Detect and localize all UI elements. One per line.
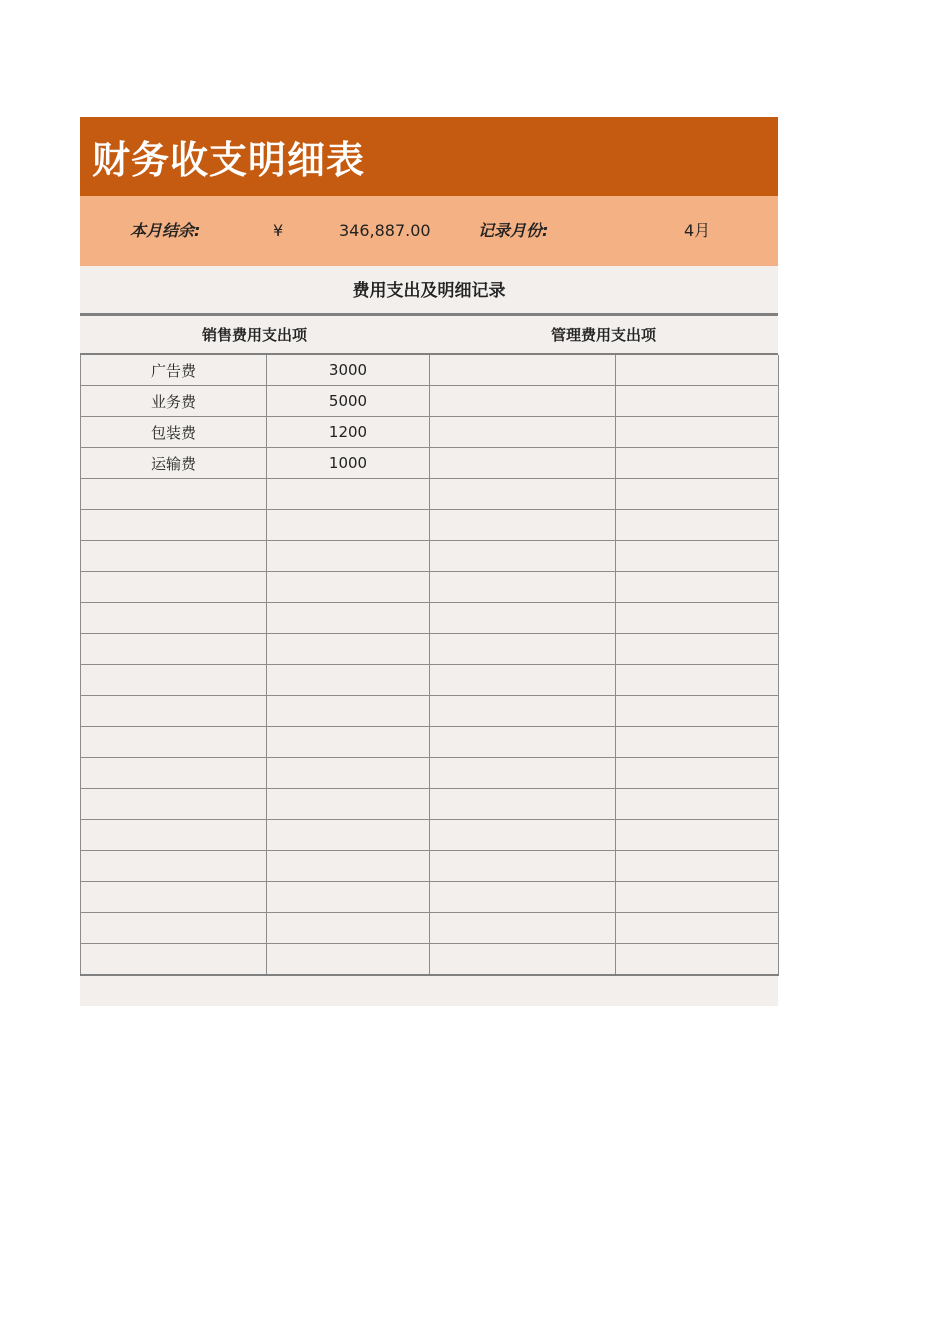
sales-amount-cell[interactable]	[267, 727, 430, 758]
management-item-cell[interactable]	[430, 572, 616, 603]
table-row	[81, 448, 779, 479]
sales-amount-cell[interactable]	[267, 541, 430, 572]
column-headers	[80, 316, 778, 355]
management-item-cell[interactable]	[430, 820, 616, 851]
sales-item-cell[interactable]	[81, 634, 267, 665]
table-row	[81, 913, 779, 944]
sales-item-cell[interactable]	[81, 541, 267, 572]
sales-item-cell[interactable]	[81, 479, 267, 510]
sales-item-cell[interactable]	[81, 758, 267, 789]
sales-item-cell[interactable]	[81, 944, 267, 976]
sales-amount-cell[interactable]: 5000	[267, 386, 430, 417]
currency-symbol: ¥	[273, 221, 284, 240]
sales-amount-cell[interactable]: 1200	[267, 417, 430, 448]
table-row	[81, 572, 779, 603]
sales-item-cell[interactable]: 广告费	[81, 355, 267, 386]
management-amount-cell[interactable]	[616, 882, 779, 913]
management-item-cell[interactable]	[430, 882, 616, 913]
sales-amount-cell[interactable]	[267, 572, 430, 603]
section-title: 费用支出及明细记录	[80, 266, 778, 316]
table-row	[81, 944, 779, 976]
management-item-cell[interactable]	[430, 448, 616, 479]
sales-amount-cell[interactable]	[267, 882, 430, 913]
footer-strip	[80, 976, 778, 1006]
management-expense-header: 管理费用支出项	[550, 326, 656, 344]
sales-amount-cell[interactable]	[267, 944, 430, 976]
management-item-cell[interactable]	[430, 541, 616, 572]
management-amount-cell[interactable]	[616, 820, 779, 851]
summary-bar	[80, 196, 778, 266]
management-amount-cell[interactable]	[616, 758, 779, 789]
table-row	[81, 696, 779, 727]
management-amount-cell[interactable]	[616, 448, 779, 479]
sales-amount-cell[interactable]	[267, 634, 430, 665]
management-amount-cell[interactable]	[616, 851, 779, 882]
balance-value[interactable]: 346,887.00	[339, 221, 431, 240]
management-item-cell[interactable]	[430, 386, 616, 417]
table-row	[81, 789, 779, 820]
management-item-cell[interactable]	[430, 851, 616, 882]
table-row	[81, 727, 779, 758]
management-item-cell[interactable]	[430, 510, 616, 541]
management-amount-cell[interactable]	[616, 355, 779, 386]
management-item-cell[interactable]	[430, 727, 616, 758]
management-amount-cell[interactable]	[616, 510, 779, 541]
management-item-cell[interactable]	[430, 944, 616, 976]
sales-item-cell[interactable]	[81, 882, 267, 913]
sales-item-cell[interactable]	[81, 851, 267, 882]
table-row	[81, 603, 779, 634]
table-row	[81, 634, 779, 665]
management-item-cell[interactable]	[430, 758, 616, 789]
management-item-cell[interactable]	[430, 603, 616, 634]
table-row	[81, 820, 779, 851]
table-row	[81, 541, 779, 572]
management-item-cell[interactable]	[430, 479, 616, 510]
sales-amount-cell[interactable]	[267, 665, 430, 696]
sales-amount-cell[interactable]	[267, 789, 430, 820]
sales-item-cell[interactable]	[81, 572, 267, 603]
month-label: 记录月份:	[478, 221, 549, 240]
table-row	[81, 665, 779, 696]
sales-item-cell[interactable]: 业务费	[81, 386, 267, 417]
table-row	[81, 851, 779, 882]
management-amount-cell[interactable]	[616, 417, 779, 448]
sales-item-cell[interactable]	[81, 789, 267, 820]
sales-amount-cell[interactable]	[267, 696, 430, 727]
sales-item-cell[interactable]: 运输费	[81, 448, 267, 479]
sheet-title: 财务收支明细表	[80, 117, 778, 196]
sales-expense-header: 销售费用支出项	[201, 326, 307, 344]
management-amount-cell[interactable]	[616, 727, 779, 758]
sales-item-cell[interactable]	[81, 510, 267, 541]
sales-amount-cell[interactable]: 3000	[267, 355, 430, 386]
management-item-cell[interactable]	[430, 355, 616, 386]
table-row	[81, 882, 779, 913]
table-row	[81, 479, 779, 510]
table-row	[81, 417, 779, 448]
month-value[interactable]: 4月	[684, 221, 711, 240]
management-amount-cell[interactable]	[616, 572, 779, 603]
management-item-cell[interactable]	[430, 634, 616, 665]
management-item-cell[interactable]	[430, 417, 616, 448]
management-item-cell[interactable]	[430, 789, 616, 820]
balance-label: 本月结余:	[130, 221, 201, 240]
management-item-cell[interactable]	[430, 665, 616, 696]
management-item-cell[interactable]	[430, 696, 616, 727]
sales-amount-cell[interactable]	[267, 758, 430, 789]
table-row	[81, 510, 779, 541]
sales-amount-cell[interactable]: 1000	[267, 448, 430, 479]
management-amount-cell[interactable]	[616, 789, 779, 820]
management-amount-cell[interactable]	[616, 944, 779, 976]
spreadsheet	[80, 117, 778, 1006]
sales-amount-cell[interactable]	[267, 479, 430, 510]
management-amount-cell[interactable]	[616, 665, 779, 696]
table-row	[81, 355, 779, 386]
sales-item-cell[interactable]	[81, 665, 267, 696]
sales-amount-cell[interactable]	[267, 851, 430, 882]
management-item-cell[interactable]	[430, 913, 616, 944]
sales-item-cell[interactable]	[81, 820, 267, 851]
sales-amount-cell[interactable]	[267, 820, 430, 851]
sales-item-cell[interactable]	[81, 913, 267, 944]
management-amount-cell[interactable]	[616, 386, 779, 417]
management-amount-cell[interactable]	[616, 603, 779, 634]
sales-item-cell[interactable]	[81, 603, 267, 634]
management-amount-cell[interactable]	[616, 913, 779, 944]
sales-amount-cell[interactable]	[267, 913, 430, 944]
management-amount-cell[interactable]	[616, 634, 779, 665]
management-amount-cell[interactable]	[616, 541, 779, 572]
sales-item-cell[interactable]: 包装费	[81, 417, 267, 448]
management-amount-cell[interactable]	[616, 479, 779, 510]
sales-item-cell[interactable]	[81, 727, 267, 758]
sales-item-cell[interactable]	[81, 696, 267, 727]
sales-amount-cell[interactable]	[267, 603, 430, 634]
expense-table	[80, 355, 779, 976]
sales-amount-cell[interactable]	[267, 510, 430, 541]
management-amount-cell[interactable]	[616, 696, 779, 727]
table-row	[81, 758, 779, 789]
table-row	[81, 386, 779, 417]
